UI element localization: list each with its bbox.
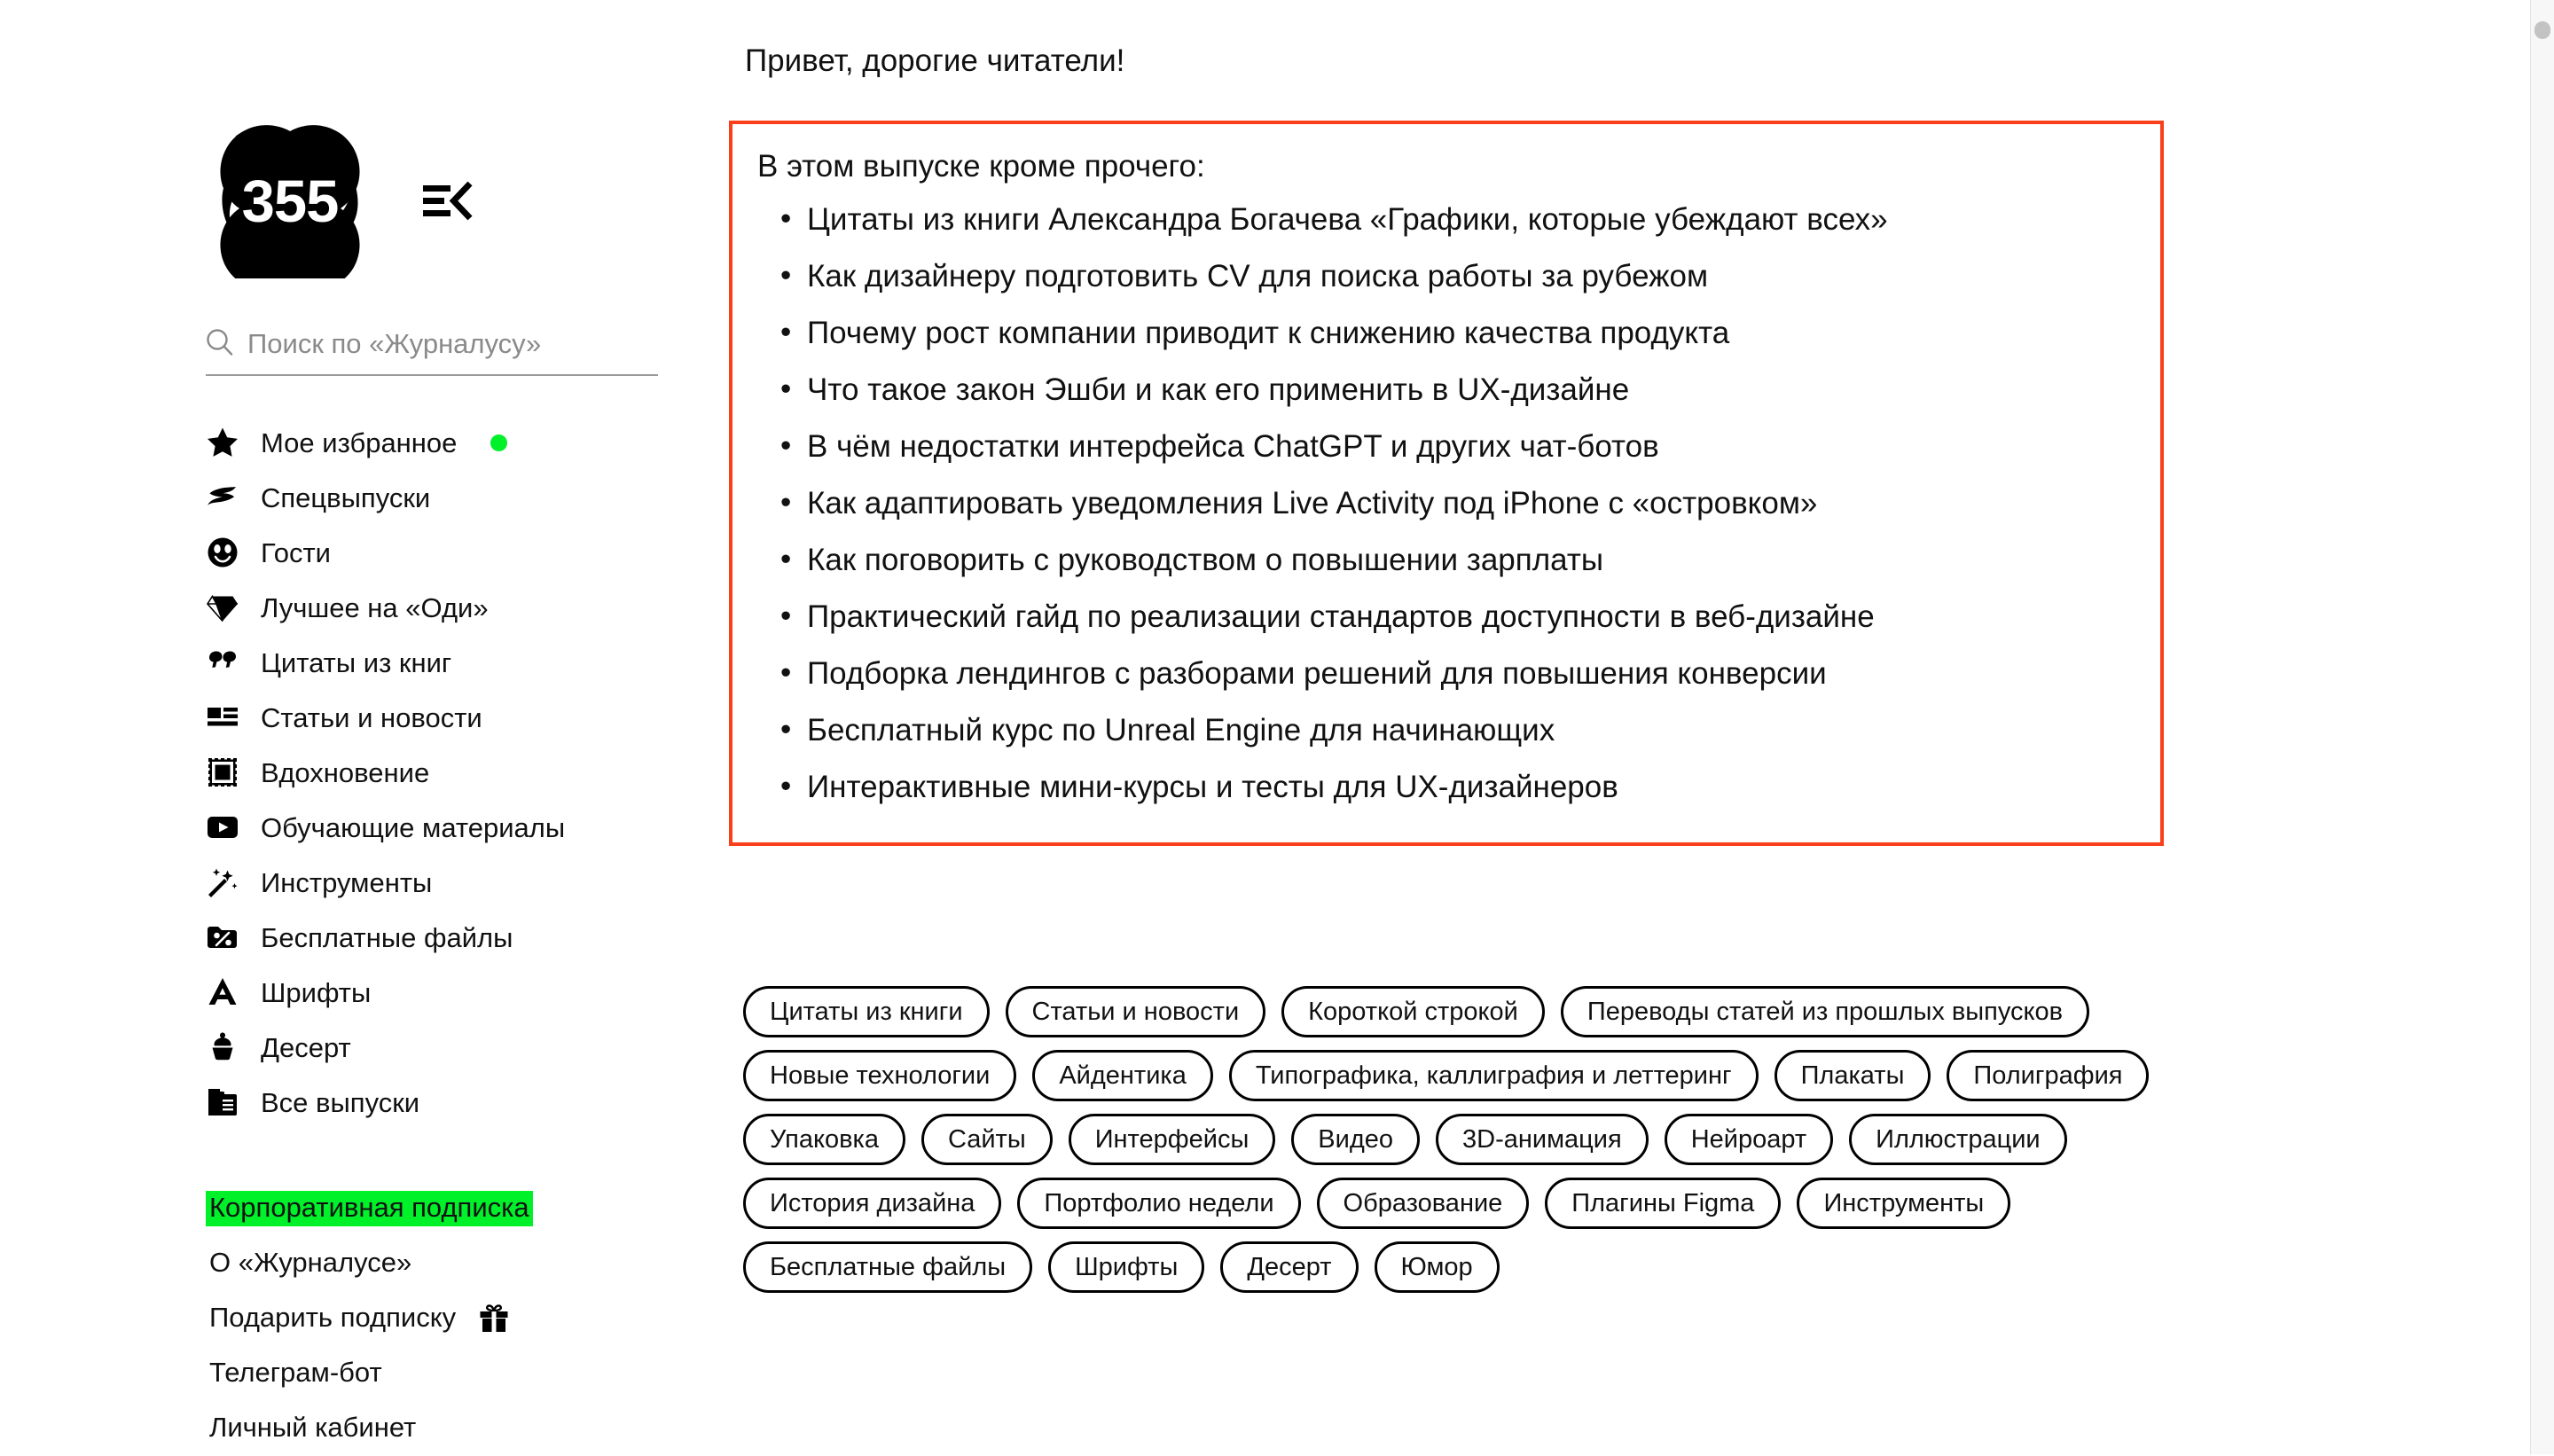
lightning-icon bbox=[206, 481, 239, 514]
sidebar-link-2[interactable] bbox=[206, 1236, 667, 1291]
tag-pill[interactable]: Интерфейсы bbox=[1069, 1114, 1276, 1165]
sidebar-item-6[interactable] bbox=[206, 690, 667, 745]
sidebar-item-label: Десерт bbox=[261, 1031, 351, 1063]
sidebar-item-label: Гости bbox=[261, 536, 331, 568]
issue-intro-text: В этом выпуске кроме прочего: bbox=[757, 149, 1205, 184]
articles-icon bbox=[206, 701, 239, 734]
tag-pill[interactable]: Инструменты bbox=[1797, 1178, 2010, 1229]
issue-highlights-list bbox=[757, 192, 2135, 816]
tag-cloud bbox=[743, 986, 2251, 1293]
page-scrollbar[interactable] bbox=[2530, 0, 2554, 1454]
sidebar-item-label: Обучающие материалы bbox=[261, 811, 566, 843]
sidebar-item-12[interactable] bbox=[206, 1020, 667, 1075]
tag-pill[interactable]: Плакаты bbox=[1774, 1050, 1931, 1101]
sidebar-link-5[interactable] bbox=[206, 1401, 667, 1456]
tag-pill[interactable]: Сайты bbox=[921, 1114, 1053, 1165]
tag-pill[interactable]: Типографика, каллиграфия и леттеринг bbox=[1229, 1050, 1759, 1101]
collapse-sidebar-icon[interactable] bbox=[422, 180, 474, 223]
percent-folder-icon bbox=[206, 920, 239, 954]
tag-pill[interactable]: Десерт bbox=[1220, 1241, 1358, 1293]
tag-pill[interactable]: История дизайна bbox=[743, 1178, 1001, 1229]
frame-icon bbox=[206, 755, 239, 789]
issue-highlight-item[interactable]: • Цитаты из книги Александра Богачева «Графики, которые убеждают всех» bbox=[757, 192, 2135, 248]
search-row[interactable] bbox=[206, 328, 658, 376]
tag-pill[interactable]: Плагины Figma bbox=[1545, 1178, 1781, 1229]
issue-highlight-item[interactable]: • Практический гайд по реализации стандартов доступности в веб-дизайне bbox=[757, 589, 2135, 646]
tag-pill[interactable]: Иллюстрации bbox=[1849, 1114, 2066, 1165]
greeting-text: Привет, дорогие читатели! bbox=[745, 43, 1125, 78]
sidebar-link-label: Корпоративная подписка bbox=[206, 1191, 533, 1227]
issue-highlight-item[interactable]: • Как адаптировать уведомления Live Activity под iPhone с «островком» bbox=[757, 475, 2135, 532]
sidebar-secondary-nav bbox=[206, 1181, 667, 1456]
brand-row bbox=[206, 124, 474, 278]
tag-pill[interactable]: Новые технологии bbox=[743, 1050, 1016, 1101]
journalus-logo[interactable] bbox=[206, 124, 374, 278]
sidebar-item-5[interactable] bbox=[206, 635, 667, 690]
tag-pill[interactable]: Айдентика bbox=[1032, 1050, 1213, 1101]
sidebar-link-label: Личный кабинет bbox=[209, 1411, 417, 1443]
tag-pill[interactable]: Юмор bbox=[1375, 1241, 1500, 1293]
sidebar-item-9[interactable] bbox=[206, 855, 667, 910]
issue-highlight-item[interactable]: • Почему рост компании приводит к снижению качества продукта bbox=[757, 305, 2135, 362]
sidebar-item-2[interactable] bbox=[206, 470, 667, 525]
tag-pill[interactable]: Видео bbox=[1291, 1114, 1420, 1165]
tag-pill[interactable]: Цитаты из книги bbox=[743, 986, 990, 1037]
stacked-pages-icon bbox=[206, 1085, 239, 1119]
letter-a-icon bbox=[206, 975, 239, 1009]
search-input[interactable] bbox=[247, 328, 629, 360]
star-icon bbox=[206, 426, 239, 459]
tag-pill[interactable]: Короткой строкой bbox=[1281, 986, 1545, 1037]
issue-highlight-item[interactable]: • Интерактивные мини-курсы и тесты для UX-дизайнеров bbox=[757, 759, 2135, 816]
issue-highlight-item[interactable]: • Бесплатный курс по Unreal Engine для начинающих bbox=[757, 702, 2135, 759]
sidebar-item-label: Цитаты из книг bbox=[261, 646, 452, 678]
sidebar-item-13[interactable] bbox=[206, 1075, 667, 1130]
sidebar-item-10[interactable] bbox=[206, 910, 667, 965]
sidebar-item-7[interactable] bbox=[206, 745, 667, 800]
sidebar-item-label: Шрифты bbox=[261, 976, 372, 1008]
sidebar-link-label: О «Журналусе» bbox=[209, 1246, 412, 1278]
magic-wand-icon bbox=[206, 865, 239, 899]
sidebar-primary-nav bbox=[206, 415, 667, 1130]
sidebar-link-1[interactable] bbox=[206, 1181, 667, 1236]
tag-pill[interactable]: Упаковка bbox=[743, 1114, 905, 1165]
tag-pill[interactable]: Портфолио недели bbox=[1017, 1178, 1300, 1229]
tag-pill[interactable]: Переводы статей из прошлых выпусков bbox=[1561, 986, 2089, 1037]
issue-highlight-item[interactable]: • Как поговорить с руководством о повышении зарплаты bbox=[757, 532, 2135, 589]
new-content-dot bbox=[490, 434, 507, 451]
sidebar-item-label: Спецвыпуски bbox=[261, 481, 431, 513]
gift-icon bbox=[479, 1303, 509, 1334]
cupcake-icon bbox=[206, 1030, 239, 1064]
diamond-icon bbox=[206, 591, 239, 624]
sidebar-item-11[interactable] bbox=[206, 965, 667, 1020]
sidebar bbox=[0, 0, 674, 1454]
sidebar-item-3[interactable] bbox=[206, 525, 667, 580]
issue-highlight-item[interactable]: • Что такое закон Эшби и как его применить в UX-дизайне bbox=[757, 362, 2135, 419]
sidebar-item-1[interactable] bbox=[206, 415, 667, 470]
sidebar-item-label: Статьи и новости bbox=[261, 701, 482, 733]
search-icon bbox=[206, 328, 233, 360]
sidebar-item-label: Инструменты bbox=[261, 866, 433, 898]
sidebar-item-4[interactable] bbox=[206, 580, 667, 635]
tag-pill[interactable]: Шрифты bbox=[1048, 1241, 1204, 1293]
play-video-icon bbox=[206, 810, 239, 844]
sidebar-item-label: Лучшее на «Оди» bbox=[261, 591, 489, 623]
issue-number: 355 bbox=[241, 168, 339, 235]
page-scrollbar-thumb[interactable] bbox=[2534, 21, 2550, 39]
sidebar-link-label: Телеграм-бот bbox=[209, 1356, 382, 1388]
sidebar-link-4[interactable] bbox=[206, 1346, 667, 1401]
tag-pill[interactable]: 3D-анимация bbox=[1436, 1114, 1649, 1165]
tag-pill[interactable]: Образование bbox=[1317, 1178, 1530, 1229]
quotes-icon bbox=[206, 646, 239, 679]
issue-highlight-item[interactable]: • В чём недостатки интерфейса ChatGPT и других чат-ботов bbox=[757, 419, 2135, 475]
sidebar-item-label: Вдохновение bbox=[261, 756, 430, 788]
tag-pill[interactable]: Статьи и новости bbox=[1006, 986, 1266, 1037]
tag-pill[interactable]: Нейроарт bbox=[1665, 1114, 1833, 1165]
issue-highlight-item[interactable]: • Как дизайнеру подготовить CV для поиска работы за рубежом bbox=[757, 248, 2135, 305]
sidebar-link-3[interactable] bbox=[206, 1291, 667, 1346]
issue-highlights-box bbox=[729, 121, 2164, 846]
issue-highlight-item[interactable]: • Подборка лендингов с разборами решений для повышения конверсии bbox=[757, 646, 2135, 702]
tag-pill[interactable]: Бесплатные файлы bbox=[743, 1241, 1032, 1293]
tag-pill[interactable]: Полиграфия bbox=[1947, 1050, 2149, 1101]
sidebar-item-label: Бесплатные файлы bbox=[261, 921, 513, 953]
sidebar-item-label: Все выпуски bbox=[261, 1086, 420, 1118]
sidebar-item-8[interactable] bbox=[206, 800, 667, 855]
sidebar-item-label: Мое избранное bbox=[261, 427, 458, 458]
smiley-face-icon bbox=[206, 536, 239, 569]
sidebar-link-label: Подарить подписку bbox=[209, 1301, 457, 1333]
